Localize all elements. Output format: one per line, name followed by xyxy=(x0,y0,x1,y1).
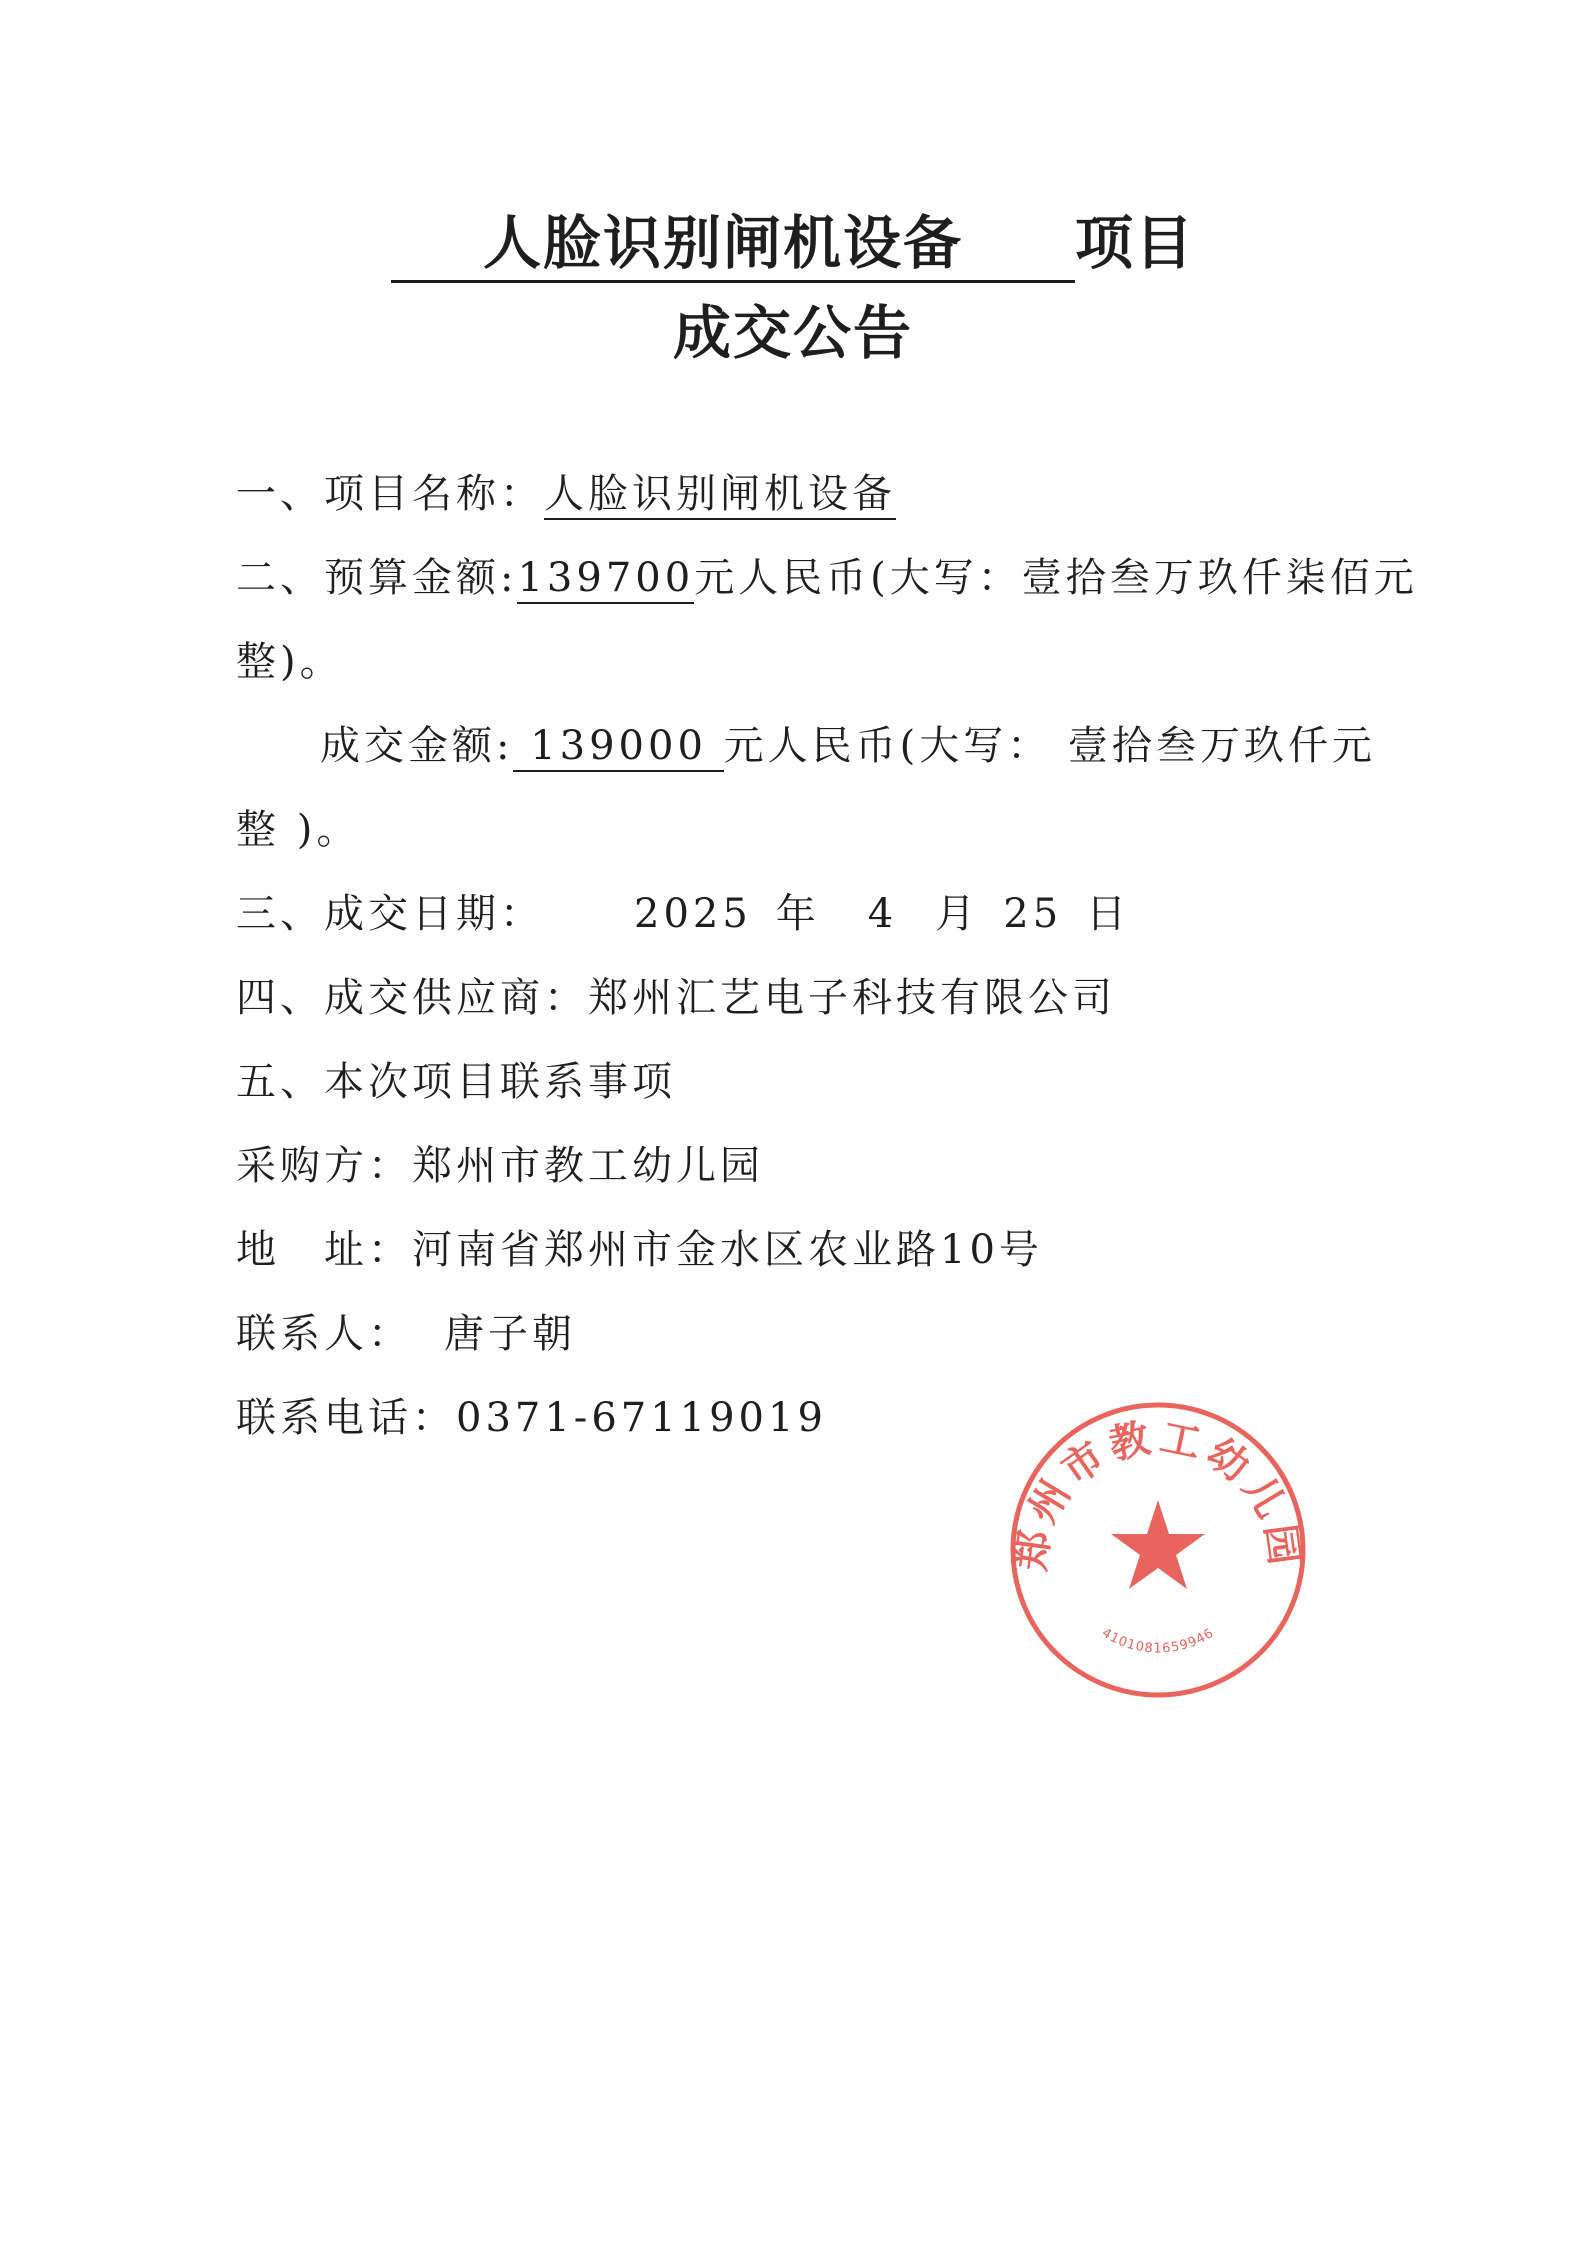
item-contact-person xyxy=(236,1302,576,1359)
official-seal xyxy=(1008,1400,1308,1700)
title-underline-lead xyxy=(391,222,479,283)
date-month: 4 xyxy=(867,891,898,937)
seal-number: 4101081659946 xyxy=(1099,1625,1217,1657)
supplier-value: 郑州汇艺电子科技有限公司 xyxy=(588,975,1116,1021)
deal-continuation: 整 )。 xyxy=(236,807,361,853)
deal-rest: 元人民币(大写： 壹拾叁万玖仟元 xyxy=(723,723,1376,769)
item-address xyxy=(236,1218,1043,1275)
person-value: 唐子朝 xyxy=(444,1311,576,1357)
buyer-value: 郑州市教工幼儿园 xyxy=(412,1143,764,1189)
project-name-value: 人脸识别闸机设备 xyxy=(544,471,896,520)
supplier-label: 四、成交供应商： xyxy=(236,975,588,1021)
item-budget xyxy=(236,546,1418,603)
phone-label: 联系电话： xyxy=(236,1395,456,1441)
project-name-label: 一、项目名称： xyxy=(236,471,544,517)
document-title xyxy=(0,196,1586,283)
buyer-label: 采购方： xyxy=(236,1143,412,1189)
deal-label: 成交金额: xyxy=(320,723,514,769)
contact-heading: 五、本次项目联系事项 xyxy=(236,1059,676,1105)
budget-label: 二、预算金额: xyxy=(236,555,518,601)
date-year-unit: 年 xyxy=(775,891,820,937)
date-year: 2025 xyxy=(634,891,752,937)
budget-continuation: 整)。 xyxy=(236,639,344,685)
item-project-name xyxy=(236,462,896,519)
phone-value: 0371-67119019 xyxy=(456,1395,827,1441)
title-underline-tail xyxy=(967,222,1075,283)
address-value: 河南省郑州市金水区农业路10号 xyxy=(412,1227,1043,1273)
item-phone xyxy=(236,1386,827,1443)
deal-value: 139000 xyxy=(513,723,723,772)
seal-text: 郑州市教工幼儿园 xyxy=(1008,1414,1308,1574)
budget-rest: 元人民币(大写：壹拾叁万玖仟柒佰元 xyxy=(694,555,1418,601)
date-day: 25 xyxy=(1003,891,1063,937)
document-subtitle: 成交公告 xyxy=(672,299,913,367)
address-label: 地 址： xyxy=(236,1227,412,1273)
date-day-unit: 日 xyxy=(1086,891,1131,937)
title-project-name: 人脸识别闸机设备 xyxy=(479,196,967,283)
date-month-unit: 月 xyxy=(935,891,980,937)
item-buyer xyxy=(236,1134,764,1191)
seal-star-icon xyxy=(1111,1500,1205,1589)
item-deal-date xyxy=(236,882,1130,939)
person-label: 联系人： xyxy=(236,1311,412,1357)
title-suffix: 项目 xyxy=(1075,209,1196,277)
item-deal-amount xyxy=(320,714,1376,771)
budget-value: 139700 xyxy=(517,555,694,604)
date-label: 三、成交日期： xyxy=(236,891,544,937)
item-supplier xyxy=(236,966,1116,1023)
